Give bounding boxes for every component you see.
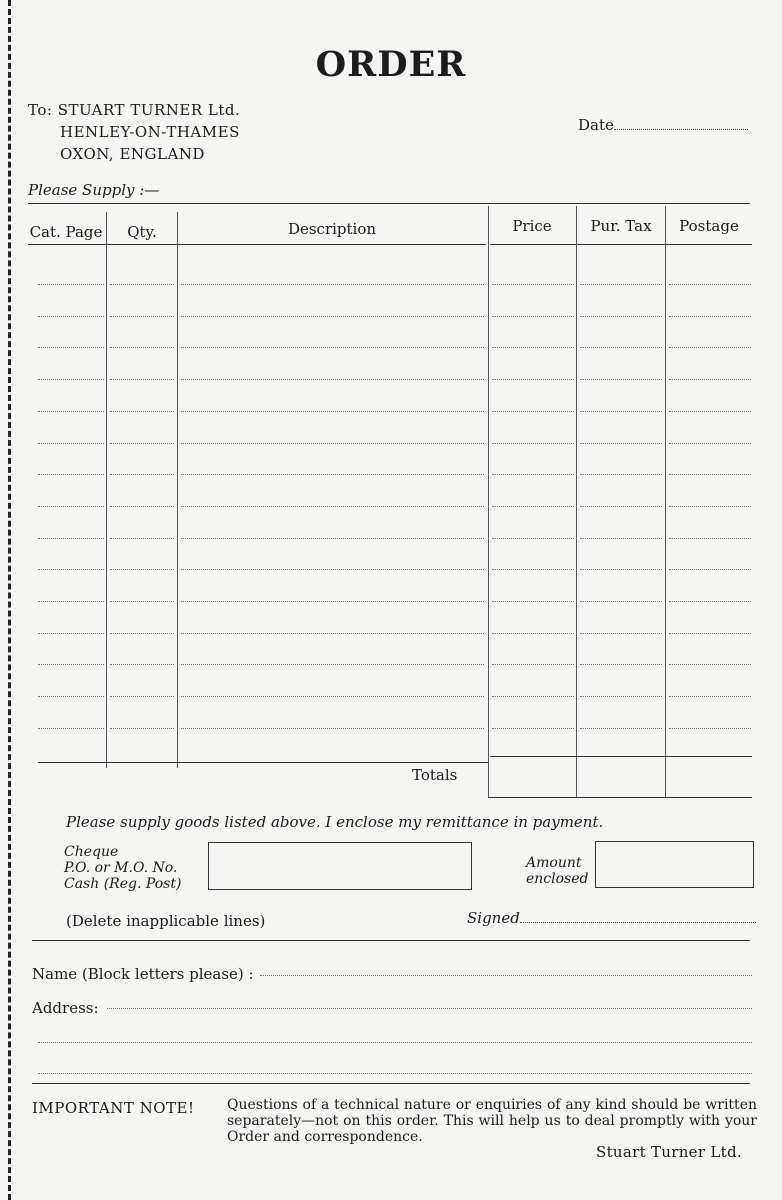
name-label: Name (Block letters please) : [32,965,254,983]
table-entry-line[interactable] [110,538,174,539]
table-entry-line[interactable] [492,696,574,697]
table-entry-line[interactable] [181,474,484,475]
table-entry-line[interactable] [669,728,751,729]
table-entry-line[interactable] [669,443,751,444]
date-input-line[interactable] [614,117,748,130]
table-entry-line[interactable] [38,728,104,729]
recipient-address [28,99,240,165]
table-entry-line[interactable] [580,633,662,634]
section-rule [32,940,750,941]
table-entry-line[interactable] [110,474,174,475]
table-entry-line[interactable] [181,601,484,602]
table-entry-line[interactable] [580,506,662,507]
signature-line[interactable] [520,910,756,923]
totals-label: Totals [412,766,458,784]
payment-number-box[interactable] [208,842,472,890]
table-entry-line[interactable] [181,728,484,729]
table-top-rule [28,203,750,204]
address-line-2: HENLEY-ON-THAMES [60,123,240,141]
table-entry-line[interactable] [181,569,484,570]
method-cash: Cash (Reg. Post) [64,876,182,892]
table-entry-line[interactable] [492,601,574,602]
column-header-pur-tax: Pur. Tax [590,217,652,235]
table-entry-line[interactable] [110,633,174,634]
table-entry-line[interactable] [38,284,104,285]
table-entry-line[interactable] [181,284,484,285]
table-entry-line[interactable] [110,601,174,602]
table-entry-line[interactable] [38,443,104,444]
table-header-rule-right [490,244,752,245]
column-header-qty: Qty. [127,223,157,241]
table-entry-line[interactable] [580,474,662,475]
table-entry-line[interactable] [669,379,751,380]
table-entry-line[interactable] [580,601,662,602]
table-entry-line[interactable] [110,316,174,317]
table-entry-line[interactable] [492,664,574,665]
table-entry-line[interactable] [181,347,484,348]
table-entry-line[interactable] [110,728,174,729]
address-input-line[interactable] [38,1042,752,1043]
table-entry-line[interactable] [492,379,574,380]
table-entry-line[interactable] [669,569,751,570]
payment-methods [64,844,181,892]
table-entry-line[interactable] [669,601,751,602]
important-note-text: Questions of a technical nature or enquiries of any kind should be written separately—not on this order. This will help us to deal promptly with your Order and correspondence. [227,1097,757,1145]
table-entry-line[interactable] [492,316,574,317]
table-entry-line[interactable] [38,696,104,697]
table-entry-line[interactable] [492,474,574,475]
table-entry-line[interactable] [580,538,662,539]
column-header-description: Description [287,220,377,238]
page-title: ORDER [315,44,467,85]
table-entry-line[interactable] [669,506,751,507]
table-entry-line[interactable] [38,538,104,539]
table-entry-line[interactable] [38,664,104,665]
name-input-line[interactable] [260,975,752,976]
to-label: To: [28,101,53,119]
table-entry-line[interactable] [181,696,484,697]
date-label: Date [578,116,614,134]
table-entry-line[interactable] [669,696,751,697]
table-entry-line[interactable] [181,379,484,380]
address-input-line[interactable] [107,1008,752,1009]
table-header-rule-left [28,244,486,245]
table-entry-line[interactable] [181,633,484,634]
table-entry-line[interactable] [492,538,574,539]
address-line-3: OXON, ENGLAND [60,145,205,163]
totals-top-rule-right [490,756,752,757]
signed-field[interactable] [467,909,756,927]
perforation-edge [8,0,11,1200]
table-entry-line[interactable] [580,664,662,665]
table-entry-line[interactable] [110,569,174,570]
important-note-label: IMPORTANT NOTE! [32,1099,195,1117]
delete-lines-note: (Delete inapplicable lines) [66,912,266,930]
table-entry-line[interactable] [38,411,104,412]
table-entry-line[interactable] [669,538,751,539]
table-entry-line[interactable] [110,284,174,285]
table-entry-line[interactable] [181,443,484,444]
table-entry-line[interactable] [38,347,104,348]
table-entry-line[interactable] [38,506,104,507]
table-entry-line[interactable] [38,474,104,475]
table-entry-line[interactable] [110,379,174,380]
table-entry-line[interactable] [492,506,574,507]
table-entry-line[interactable] [38,569,104,570]
table-entry-line[interactable] [492,411,574,412]
column-header-price: Price [512,217,552,235]
table-entry-line[interactable] [38,633,104,634]
table-entry-line[interactable] [580,728,662,729]
table-entry-line[interactable] [38,601,104,602]
table-entry-line[interactable] [492,443,574,444]
table-entry-line[interactable] [580,443,662,444]
table-entry-line[interactable] [580,284,662,285]
amount-enclosed-label [526,855,588,887]
section-rule [32,1083,750,1084]
table-entry-line[interactable] [669,284,751,285]
table-entry-line[interactable] [110,443,174,444]
table-entry-line[interactable] [181,664,484,665]
address-input-line[interactable] [38,1073,752,1074]
table-entry-line[interactable] [492,284,574,285]
table-entry-line[interactable] [38,316,104,317]
table-entry-line[interactable] [669,411,751,412]
signed-label: Signed [467,909,520,927]
amount-label-line-1: Amount [526,855,582,871]
amount-label-line-2: enclosed [526,871,589,887]
table-entry-line[interactable] [580,411,662,412]
table-entry-line[interactable] [580,379,662,380]
table-entry-line[interactable] [181,316,484,317]
company-signature: Stuart Turner Ltd. [596,1143,742,1161]
table-entry-line[interactable] [669,474,751,475]
date-field[interactable] [578,116,748,134]
table-entry-line[interactable] [492,569,574,570]
table-entry-line[interactable] [181,506,484,507]
table-entry-line[interactable] [110,696,174,697]
column-divider [177,212,178,768]
table-entry-line[interactable] [492,633,574,634]
table-entry-line[interactable] [580,696,662,697]
table-entry-line[interactable] [580,347,662,348]
table-entry-line[interactable] [580,316,662,317]
table-entry-line[interactable] [580,569,662,570]
column-divider [488,206,489,798]
table-entry-line[interactable] [38,379,104,380]
table-entry-line[interactable] [110,506,174,507]
table-entry-line[interactable] [110,347,174,348]
address-label: Address: [32,999,99,1017]
address-line-1: STUART TURNER Ltd. [57,101,241,119]
column-divider [576,206,577,798]
totals-bottom-rule [488,797,752,798]
totals-top-rule-left [38,762,488,763]
table-entry-line[interactable] [669,633,751,634]
column-divider [665,206,666,798]
table-entry-line[interactable] [110,411,174,412]
table-entry-line[interactable] [492,728,574,729]
table-entry-line[interactable] [181,411,484,412]
amount-enclosed-box[interactable] [595,841,754,888]
table-entry-line[interactable] [110,664,174,665]
please-supply-label: Please Supply :— [28,181,160,199]
table-entry-line[interactable] [181,538,484,539]
column-divider [106,212,107,768]
method-po-mo: P.O. or M.O. No. [64,860,178,876]
column-header-postage: Postage [679,217,739,235]
remittance-text: Please supply goods listed above. I enclose my remittance in payment. [66,813,604,831]
method-cheque: Cheque [64,844,119,860]
table-entry-line[interactable] [492,347,574,348]
table-entry-line[interactable] [669,664,751,665]
table-entry-line[interactable] [669,347,751,348]
column-header-cat-page: Cat. Page [29,223,103,241]
table-entry-line[interactable] [669,316,751,317]
